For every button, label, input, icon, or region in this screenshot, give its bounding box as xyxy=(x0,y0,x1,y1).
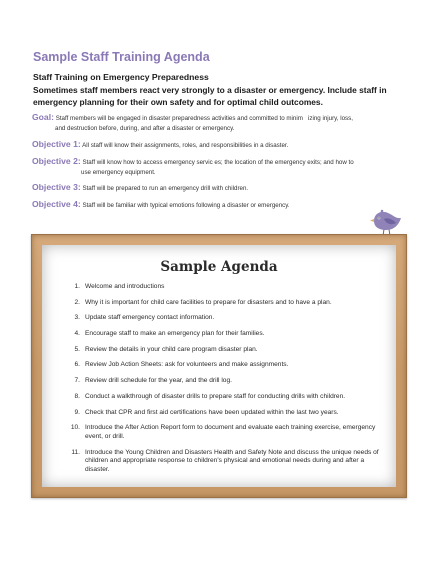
agenda-item: 7. Review drill schedule for the year, and the drill log. xyxy=(74,377,232,385)
objective-1 xyxy=(32,140,402,151)
document-title: Sample Staff Training Agenda xyxy=(33,50,210,64)
agenda-title: Sample Agenda xyxy=(160,259,278,275)
agenda-frame xyxy=(31,234,407,498)
goal-text-cont: and destruction before, during, and after a disaster or emergency. xyxy=(55,124,235,132)
agenda-item: 1. Welcome and introductions xyxy=(74,283,165,290)
agenda-item: 10. Introduce the After Action Report form to document and evaluate each training exercise, emergency event, or drill. xyxy=(70,424,376,440)
objective-3-label: Objective 3: xyxy=(32,182,81,192)
objective-2 xyxy=(32,157,402,177)
agenda-item: 11. Introduce the Young Children and Disasters Health and Safety Note and discuss the unique needs of children and appropriate response to children's physical and emotional needs during and after a disaster. xyxy=(71,448,379,474)
goal-text: Staff members will be engaged in disaster preparedness activities and committed to minim izing injury, loss, xyxy=(55,115,353,122)
agenda-item: 5. Review the details in your child care program disaster plan. xyxy=(74,345,258,353)
objective-3-text: Staff will be prepared to run an emergency drill with children. xyxy=(82,185,249,192)
objective-2-label: Objective 2: xyxy=(32,156,81,166)
objective-4 xyxy=(32,200,402,211)
agenda-list xyxy=(64,283,384,482)
agenda-item: 6. Review Job Action Sheets: ask for volunteers and make assignments. xyxy=(74,361,289,369)
objective-2-text: Staff will know how to access emergency servic es; the location of the emergency exits; and how to xyxy=(82,159,354,166)
agenda-item: 9. Check that CPR and first aid certifications have been updated within the last two years. xyxy=(74,408,339,416)
bird-icon xyxy=(370,207,404,237)
objective-1-text: All staff will know their assignments, roles, and responsibilities in a disaster. xyxy=(82,142,289,149)
goal-label: Goal: xyxy=(32,112,54,122)
intro-paragraph: Sometimes staff members react very strongly to a disaster or emergency. Include staff in emergency planning for their own safety and for optimal child outcomes. xyxy=(33,85,387,107)
document-subtitle: Staff Training on Emergency Preparedness xyxy=(33,72,209,82)
agenda-item: 3. Update staff emergency contact information. xyxy=(74,314,215,322)
objective-1-label: Objective 1: xyxy=(32,139,81,149)
agenda-board xyxy=(42,245,396,487)
agenda-item: 2. Why it is important for child care facilities to prepare for disasters and to have a plan. xyxy=(74,298,332,306)
objective-3 xyxy=(32,183,402,194)
objective-2-text-cont: use emergency equipment. xyxy=(81,168,156,176)
objective-4-label: Objective 4: xyxy=(32,199,81,209)
goal xyxy=(32,113,402,133)
agenda-item: 4. Encourage staff to make an emergency plan for their families. xyxy=(74,330,265,338)
agenda-item: 8. Conduct a walkthrough of disaster drills to prepare staff for conducting drills with children. xyxy=(74,392,346,400)
objective-4-text: Staff will be familiar with typical emotions following a disaster or emergency. xyxy=(82,202,290,209)
